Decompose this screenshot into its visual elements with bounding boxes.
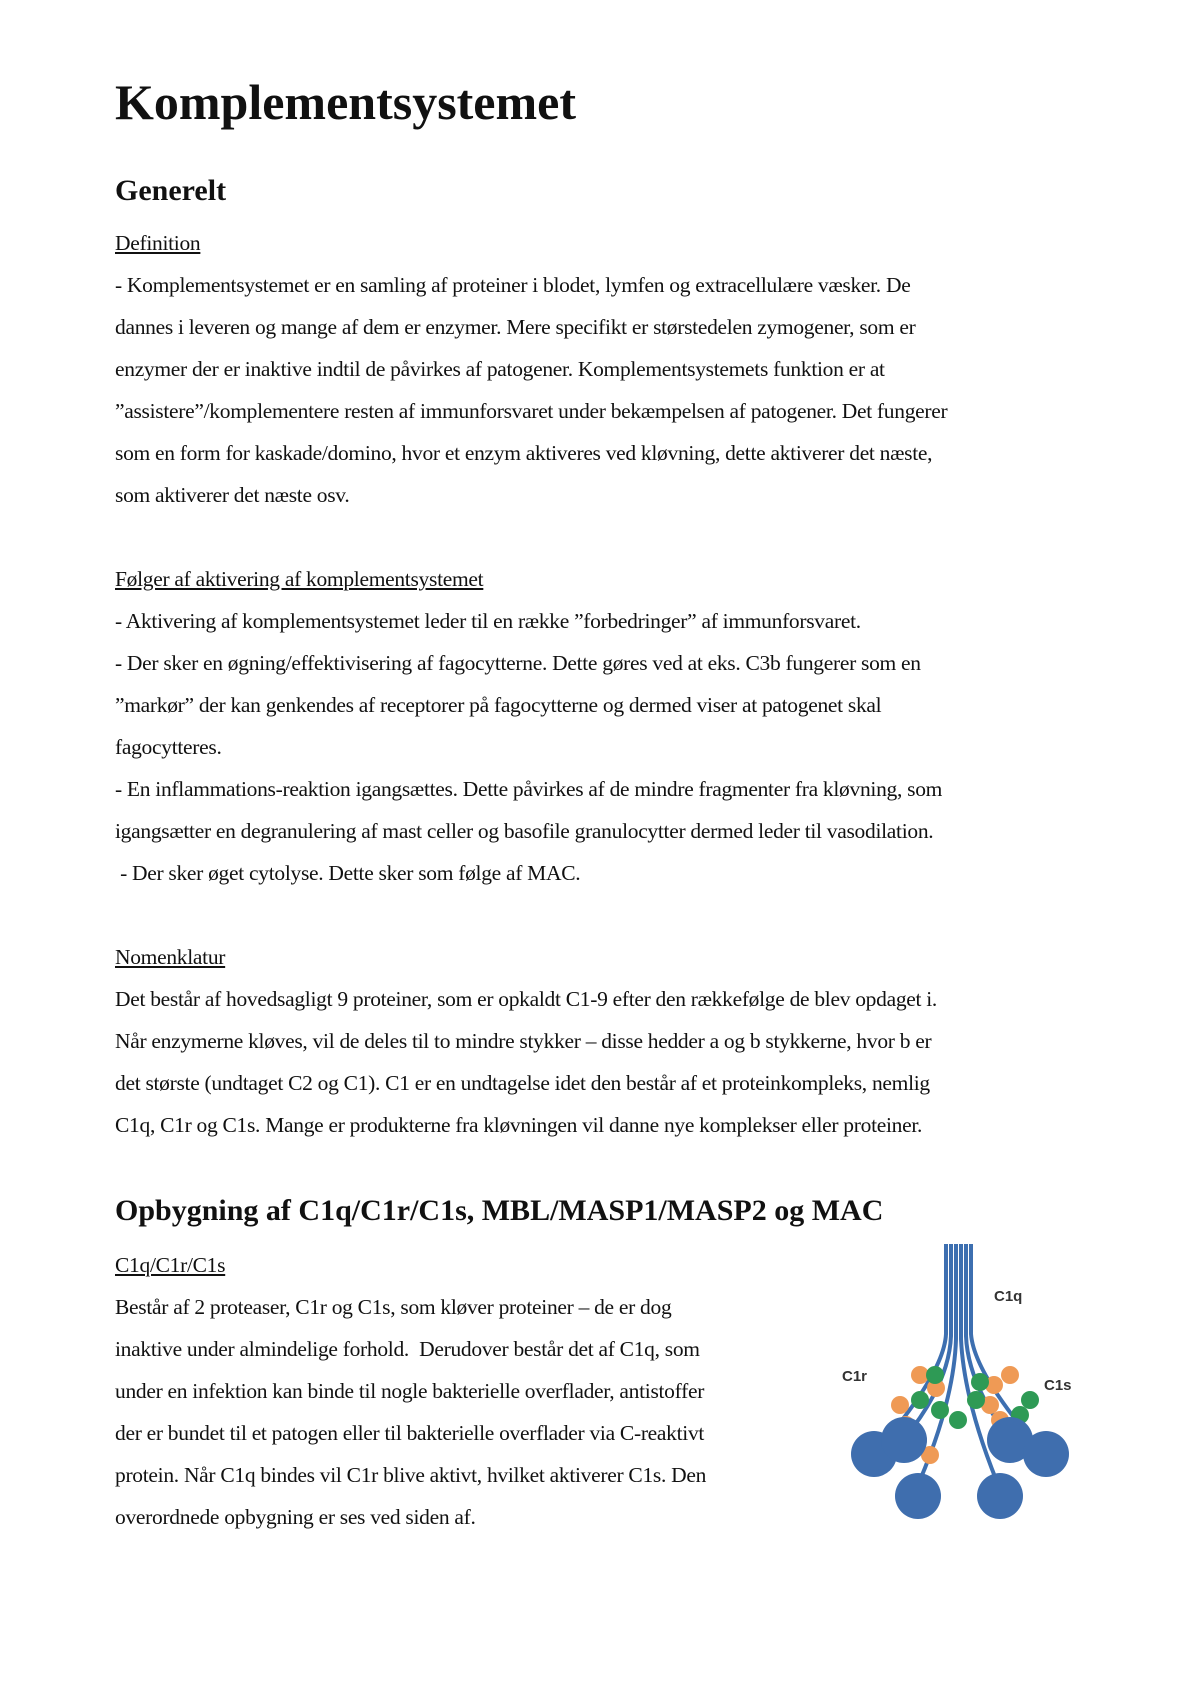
- nomenklatur-section: [115, 936, 1105, 1146]
- definition-line: - Komplementsystemet er en samling af proteiner i blodet, lymfen og extracellulære væsker. De: [115, 273, 911, 297]
- c1-line: protein. Når C1q bindes vil C1r blive aktivt, hvilket aktiverer C1s. Den: [115, 1463, 707, 1487]
- c1q-label: C1q: [994, 1288, 1023, 1305]
- folger-line: igangsætter en degranulering af mast celler og basofile granulocytter dermed leder til vasodilation.: [115, 819, 934, 843]
- section-heading-generelt: Generelt: [115, 174, 227, 207]
- folger-subheading: Følger af aktivering af komplementsystemet: [115, 567, 484, 591]
- c1q-globular-heads: [851, 1417, 1069, 1519]
- folger-line: - En inflammations-reaktion igangsættes. Dette påvirkes af de mindre fragmenter fra kløvning, som: [115, 777, 943, 801]
- folger-line: - Aktivering af komplementsystemet leder til en række ”forbedringer” af immunforsvaret.: [115, 609, 861, 633]
- c1-line: overordnede opbygning er ses ved siden af.: [115, 1505, 476, 1529]
- definition-section: [115, 222, 1105, 516]
- nomenklatur-line: Det består af hovedsagligt 9 proteiner, som er opkaldt C1-9 efter den rækkefølge de blev opdaget i.: [115, 987, 938, 1011]
- c1-line: under en infektion kan binde til nogle bakterielle overflader, antistoffer: [115, 1379, 705, 1403]
- folger-line: - Der sker øget cytolyse. Dette sker som følge af MAC.: [115, 861, 581, 885]
- folger-line: ”markør” der kan genkendes af receptorer på fagocytterne og dermed viser at patogenet skal: [115, 693, 882, 717]
- folger-section: [115, 558, 1105, 894]
- definition-line: som aktiverer det næste osv.: [115, 483, 350, 507]
- c1-complex-diagram: [834, 1244, 1084, 1544]
- definition-subheading: Definition: [115, 231, 201, 255]
- c1-line: inaktive under almindelige forhold. Derudover består det af C1q, som: [115, 1337, 700, 1361]
- document-title: Komplementsystemet: [115, 74, 576, 130]
- nomenklatur-subheading: Nomenklatur: [115, 945, 226, 969]
- folger-line: - Der sker en øgning/effektivisering af fagocytterne. Dette gøres ved at eks. C3b fungerer som en: [115, 651, 921, 675]
- c1s-label: C1s: [1044, 1377, 1072, 1394]
- c1-line: der er bundet til et patogen eller til bakterielle overflader via C-reaktivt: [115, 1421, 705, 1445]
- definition-line: som en form for kaskade/domino, hvor et enzym aktiveres ved kløvning, dette aktiverer det næste,: [115, 441, 933, 465]
- c1-line: Består af 2 proteaser, C1r og C1s, som kløver proteiner – de er dog: [115, 1295, 672, 1319]
- c1r-label: C1r: [842, 1368, 868, 1385]
- c1-section: [115, 1244, 830, 1538]
- nomenklatur-line: Når enzymerne kløves, vil de deles til to mindre stykker – disse hedder a og b stykkerne, hvor b er: [115, 1029, 932, 1053]
- folger-line: fagocytteres.: [115, 735, 222, 759]
- nomenklatur-line: det største (undtaget C2 og C1). C1 er en undtagelse idet den består af et proteinkompleks, nemlig: [115, 1071, 930, 1095]
- c1-subheading: C1q/C1r/C1s: [115, 1253, 226, 1277]
- definition-line: ”assistere”/komplementere resten af immunforsvaret under bekæmpelsen af patogener. Det fungerer: [115, 399, 948, 423]
- definition-line: dannes i leveren og mange af dem er enzymer. Mere specifikt er størstedelen zymogener, som er: [115, 315, 916, 339]
- nomenklatur-line: C1q, C1r og C1s. Mange er produkterne fra kløvningen vil danne nye komplekser eller proteiner.: [115, 1113, 923, 1137]
- definition-line: enzymer der er inaktive indtil de påvirkes af patogener. Komplementsystemets funktion er at: [115, 357, 885, 381]
- section-heading-opbygning: Opbygning af C1q/C1r/C1s, MBL/MASP1/MASP2 og MAC: [115, 1194, 884, 1227]
